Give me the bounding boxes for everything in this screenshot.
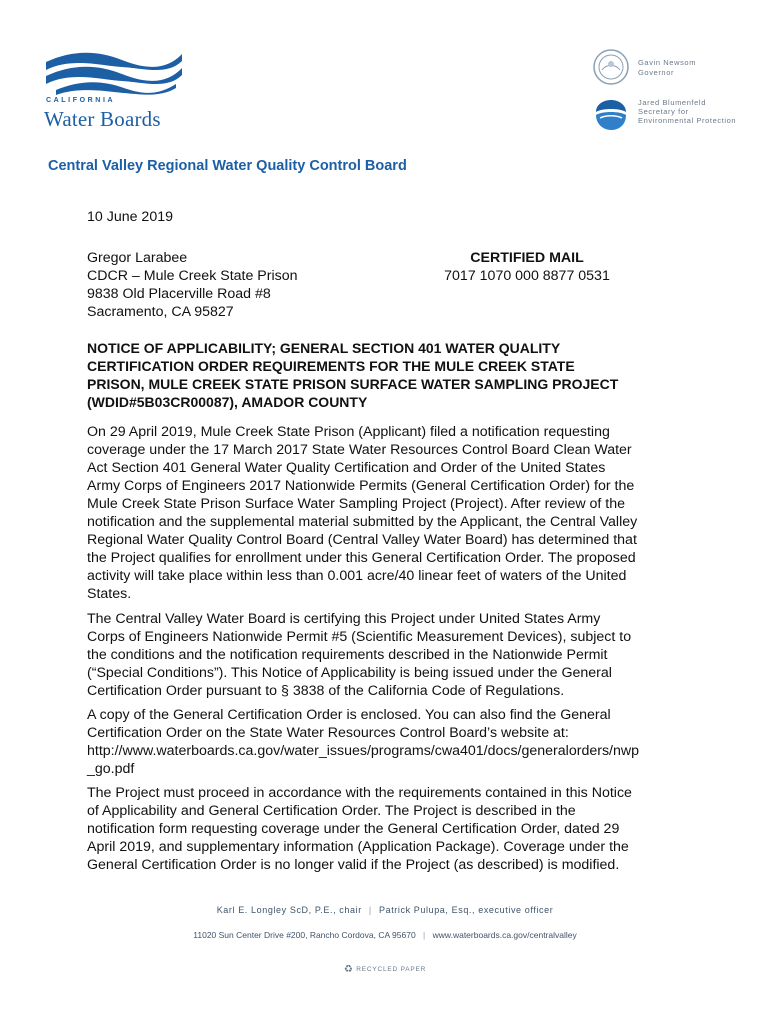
recycled-paper-label: RECYCLED PAPER — [356, 966, 427, 973]
paragraph-line: A copy of the General Certification Order is enclosed. You can also find the General — [87, 707, 611, 723]
letter-date: 10 June 2019 — [87, 209, 173, 225]
paragraph-line: The Project must proceed in accordance with the requirements contained in this Notice — [87, 785, 632, 801]
water-boards-logo — [42, 48, 192, 138]
paragraph-line: Act Section 401 General Water Quality Certification and Order of the United States — [87, 460, 606, 476]
paragraph-line: notification and the supplemental material submitted by the Applicant, the Central Valley — [87, 514, 638, 530]
letter-subject — [87, 339, 618, 411]
paragraph-requirements — [87, 784, 632, 874]
footer-address: 11020 Sun Center Drive #200, Rancho Cordova, CA 95670 — [193, 930, 416, 940]
paragraph-copy-enclosed — [87, 706, 639, 778]
governor-title: Governor — [638, 68, 675, 77]
subject-line: CERTIFICATION ORDER REQUIREMENTS FOR THE MULE CREEK STATE — [87, 358, 575, 374]
secretary-block — [638, 98, 736, 125]
recipient-line: Sacramento, CA 95827 — [87, 304, 234, 320]
certified-mail-block — [438, 249, 616, 285]
footer-website-link[interactable]: www.waterboards.ca.gov/centralvalley — [432, 930, 577, 940]
order-url-line[interactable]: http://www.waterboards.ca.gov/water_issues/programs/cwa401/docs/generalorders/nwp — [87, 743, 640, 759]
subject-line: PRISON, MULE CREEK STATE PRISON SURFACE WATER SAMPLING PROJECT — [87, 376, 619, 392]
paragraph-line: Certification Order on the State Water Resources Control Board’s website at: — [87, 725, 569, 741]
paragraph-line: The Central Valley Water Board is certifying this Project under United States Army — [87, 611, 601, 627]
paragraph-line: April 2019, and supplementary information (Application Package). Coverage under the — [87, 839, 629, 855]
paragraph-line: General Certification Order is no longer valid if the Project (as described) is modified. — [87, 857, 620, 873]
calepa-logo-icon — [592, 98, 630, 132]
secretary-title-line-2: Environmental Protection — [638, 116, 737, 125]
waves-icon — [42, 48, 192, 96]
footer-separator: | — [423, 930, 426, 940]
paragraph-line: States. — [87, 586, 132, 602]
mail-tracking-number: 7017 1070 000 8877 0531 — [444, 268, 610, 284]
paragraph-line: Corps of Engineers Nationwide Permit #5 (Scientific Measurement Devices), subject to — [87, 629, 632, 645]
paragraph-line: On 29 April 2019, Mule Creek State Prison (Applicant) filed a notification requesting — [87, 424, 610, 440]
paragraph-line: Army Corps of Engineers 2017 Nationwide Permits (General Certification Order) for the — [87, 478, 635, 494]
paragraph-line: of Applicability and General Certification Order. The Project is described in the — [87, 803, 576, 819]
footer-address-line — [0, 930, 770, 940]
logo-state-label: CALIFORNIA — [46, 97, 116, 104]
recipient-line: Gregor Larabee — [87, 250, 188, 266]
footer-separator: | — [368, 905, 372, 915]
paragraph-line: (“Special Conditions”). This Notice of Applicability is being issued under the General — [87, 665, 612, 681]
governor-name: Gavin Newsom — [638, 58, 697, 67]
recipient-line: 9838 Old Placerville Road #8 — [87, 286, 271, 302]
mail-type: CERTIFIED MAIL — [470, 250, 584, 266]
paragraph-line: coverage under the 17 March 2017 State Water Resources Control Board Clean Water — [87, 442, 632, 458]
order-url-line[interactable]: _go.pdf — [87, 761, 135, 777]
secretary-title-line-1: Secretary for — [638, 107, 689, 116]
board-name: Central Valley Regional Water Quality Control Board — [48, 158, 407, 174]
paragraph-line: Regional Water Quality Control Board (Central Valley Water Board) has determined that — [87, 532, 637, 548]
paragraph-line: Certification Order pursuant to § 3838 of the California Code of Regulations. — [87, 683, 565, 699]
paragraph-line: the conditions and the notification requirements described in the Nationwide Permit — [87, 647, 608, 663]
recycle-icon: ♻ — [343, 964, 354, 975]
secretary-name: Jared Blumenfeld — [638, 98, 706, 107]
recycled-paper-mark — [0, 964, 770, 975]
recipient-address — [87, 249, 298, 321]
paragraph-line: the Project qualifies for enrollment under this General Certification Order. The proposed — [87, 550, 636, 566]
paragraph-notification — [87, 423, 637, 603]
state-seal-icon — [592, 48, 630, 86]
logo-name: Water Boards — [44, 107, 161, 131]
paragraph-certification — [87, 610, 631, 700]
footer-executive-officer: Patrick Pulupa, Esq., executive officer — [378, 905, 554, 915]
paragraph-line: notification form requesting coverage under the General Certification Order, dated 29 — [87, 821, 620, 837]
footer-officials — [0, 905, 770, 915]
governor-block — [638, 58, 696, 78]
paragraph-line: activity will take place within less than 0.001 acre/40 linear feet of waters of the United — [87, 568, 627, 584]
subject-line: NOTICE OF APPLICABILITY; GENERAL SECTION 401 WATER QUALITY — [87, 340, 561, 356]
footer-chair: Karl E. Longley ScD, P.E., chair — [216, 905, 362, 915]
paragraph-line: Mule Creek State Prison Surface Water Sampling Project (Project). After review of the — [87, 496, 626, 512]
subject-line: (WDID#5B03CR00087), AMADOR COUNTY — [87, 394, 368, 410]
recipient-line: CDCR – Mule Creek State Prison — [87, 268, 298, 284]
